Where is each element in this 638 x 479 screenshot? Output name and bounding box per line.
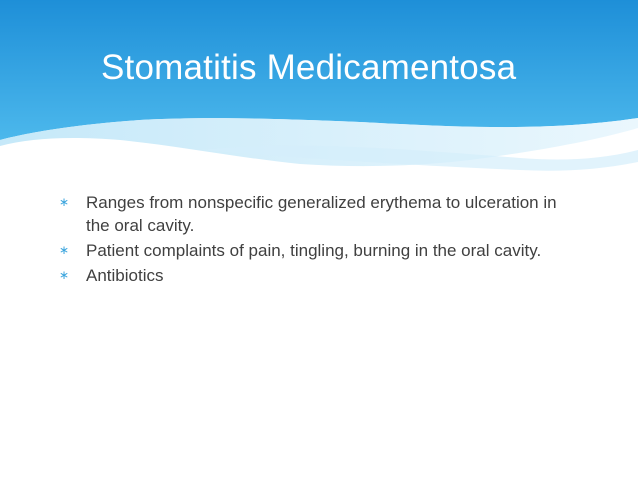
bullet-text: Antibiotics (86, 266, 164, 285)
bullet-list (59, 191, 564, 289)
list-item (59, 239, 564, 262)
bullet-star-icon: ∗ (59, 243, 70, 257)
bullet-star-icon: ∗ (59, 195, 70, 209)
list-item (59, 264, 564, 287)
slide-title: Stomatitis Medicamentosa (101, 48, 517, 87)
title-banner (0, 0, 638, 175)
bullet-text: Patient complaints of pain, tingling, burning in the oral cavity. (86, 241, 542, 260)
bullet-text: Ranges from nonspecific generalized erythema to ulceration in the oral cavity. (86, 193, 557, 235)
bullet-star-icon: ∗ (59, 268, 70, 282)
list-item (59, 191, 564, 237)
